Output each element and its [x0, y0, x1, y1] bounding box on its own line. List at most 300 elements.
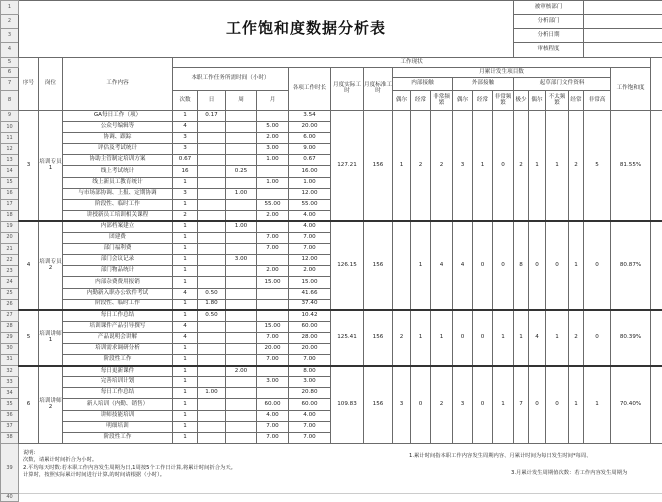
item-count-cell[interactable]: 0 — [493, 111, 514, 222]
day-cell[interactable] — [198, 399, 226, 410]
blank-cell[interactable] — [651, 111, 662, 222]
week-cell[interactable]: 1.00 — [226, 221, 257, 232]
count-cell[interactable]: 3 — [173, 188, 198, 199]
row-header[interactable]: 28 — [1, 321, 19, 332]
month-cell[interactable]: 20.00 — [257, 343, 289, 354]
count-cell[interactable]: 3 — [173, 133, 198, 144]
count-cell[interactable]: 1 — [173, 177, 198, 188]
week-cell[interactable] — [226, 122, 257, 133]
count-cell[interactable]: 1 — [173, 355, 198, 366]
row-header[interactable]: 6 — [1, 68, 19, 78]
header-week: 周 — [226, 91, 257, 111]
month-cell[interactable]: 3.00 — [257, 377, 289, 388]
saturation-cell[interactable]: 80.87% — [611, 221, 651, 310]
row-header[interactable]: 25 — [1, 288, 19, 299]
row-header[interactable]: 11 — [1, 133, 19, 144]
count-cell[interactable]: 1 — [173, 233, 198, 244]
row-header[interactable]: 8 — [1, 91, 19, 111]
count-cell[interactable]: 1 — [173, 366, 198, 377]
week-cell[interactable] — [226, 133, 257, 144]
duration-cell[interactable]: 3.00 — [289, 377, 331, 388]
duration-cell[interactable]: 20.00 — [289, 343, 331, 354]
duration-cell[interactable]: 12.00 — [289, 255, 331, 266]
item-count-cell[interactable]: 7 — [514, 366, 529, 444]
count-cell[interactable]: 1 — [173, 388, 198, 399]
month-cell[interactable]: 15.00 — [257, 321, 289, 332]
week-cell[interactable]: 1.00 — [226, 188, 257, 199]
saturation-cell[interactable]: 80.39% — [611, 310, 651, 365]
month-cell[interactable]: 2.00 — [257, 133, 289, 144]
row-header[interactable]: 3 — [1, 29, 19, 43]
row-header[interactable]: 13 — [1, 155, 19, 166]
month-cell[interactable]: 5.00 — [257, 122, 289, 133]
row-header[interactable]: 1 — [1, 1, 19, 15]
duration-cell[interactable]: 4.00 — [289, 210, 331, 221]
task-content[interactable]: 培训需求调研分析 — [63, 343, 173, 354]
row-header[interactable]: 32 — [1, 366, 19, 377]
duration-cell[interactable]: 55.00 — [289, 199, 331, 210]
row-header[interactable]: 40 — [1, 493, 19, 501]
count-cell[interactable]: 1 — [173, 266, 198, 277]
day-cell[interactable]: 0.17 — [198, 111, 226, 122]
task-content[interactable]: 与市场部协调、上报、定期协调 — [63, 188, 173, 199]
month-cell[interactable] — [257, 288, 289, 299]
task-content[interactable]: 阶段性、临时工作 — [63, 299, 173, 310]
duration-cell[interactable]: 7.00 — [289, 355, 331, 366]
count-cell[interactable]: 1 — [173, 221, 198, 232]
item-count-cell[interactable]: 8 — [514, 221, 529, 310]
item-count-cell[interactable]: 5 — [584, 111, 611, 222]
week-cell[interactable]: 3.00 — [226, 255, 257, 266]
day-cell[interactable] — [198, 122, 226, 133]
item-count-cell[interactable]: 4 — [453, 221, 473, 310]
month-cell[interactable]: 7.00 — [257, 432, 289, 443]
task-content[interactable]: GA每日工作（项） — [63, 111, 173, 122]
empty-cell[interactable] — [19, 493, 662, 501]
blank-cell[interactable] — [651, 310, 662, 365]
item-count-cell[interactable]: 2 — [411, 111, 431, 222]
month-cell[interactable] — [257, 188, 289, 199]
duration-cell[interactable]: 8.00 — [289, 366, 331, 377]
row-header[interactable]: 17 — [1, 199, 19, 210]
row-header[interactable]: 4 — [1, 43, 19, 58]
month-cell[interactable] — [257, 366, 289, 377]
row-header[interactable]: 22 — [1, 255, 19, 266]
actual-hours-cell[interactable]: 109.83 — [331, 366, 364, 444]
task-content[interactable]: 培训课件产品引导撰写 — [63, 321, 173, 332]
month-cell[interactable]: 7.00 — [257, 244, 289, 255]
position-cell[interactable]: 培训讲师2 — [39, 366, 63, 444]
week-cell[interactable] — [226, 310, 257, 321]
week-cell[interactable] — [226, 410, 257, 421]
day-cell[interactable] — [198, 188, 226, 199]
info-value-cell[interactable] — [584, 29, 662, 43]
week-cell[interactable] — [226, 355, 257, 366]
count-cell[interactable]: 1 — [173, 377, 198, 388]
count-cell[interactable]: 1 — [173, 432, 198, 443]
task-content[interactable]: 阶段性工作 — [63, 355, 173, 366]
row-header[interactable]: 37 — [1, 421, 19, 432]
item-count-cell[interactable]: 2 — [569, 111, 584, 222]
month-cell[interactable]: 3.00 — [257, 144, 289, 155]
seq-cell[interactable]: 6 — [19, 366, 39, 444]
day-cell[interactable] — [198, 332, 226, 343]
task-content[interactable]: 讲授新员工培训相关课程 — [63, 210, 173, 221]
month-cell[interactable]: 7.00 — [257, 421, 289, 432]
count-cell[interactable]: 1 — [173, 244, 198, 255]
position-cell[interactable]: 培训专员2 — [39, 221, 63, 310]
task-content[interactable]: 明细培训 — [63, 421, 173, 432]
item-count-cell[interactable]: 1 — [411, 221, 431, 310]
day-cell[interactable] — [198, 133, 226, 144]
item-count-cell[interactable]: 0 — [584, 310, 611, 365]
item-count-cell[interactable]: 2 — [514, 111, 529, 222]
week-cell[interactable] — [226, 332, 257, 343]
day-cell[interactable]: 0.50 — [198, 288, 226, 299]
day-cell[interactable] — [198, 366, 226, 377]
task-content[interactable]: 每日更新课件 — [63, 366, 173, 377]
count-cell[interactable]: 1 — [173, 111, 198, 122]
week-cell[interactable] — [226, 155, 257, 166]
month-cell[interactable] — [257, 388, 289, 399]
duration-cell[interactable]: 16.00 — [289, 166, 331, 177]
item-count-cell[interactable] — [393, 221, 411, 310]
item-count-cell[interactable]: 0 — [546, 221, 569, 310]
week-cell[interactable] — [226, 288, 257, 299]
day-cell[interactable] — [198, 221, 226, 232]
count-cell[interactable]: 1 — [173, 199, 198, 210]
week-cell[interactable] — [226, 210, 257, 221]
row-header[interactable]: 30 — [1, 343, 19, 354]
item-count-cell[interactable]: 1 — [473, 111, 493, 222]
duration-cell[interactable]: 4.00 — [289, 221, 331, 232]
week-cell[interactable] — [226, 277, 257, 288]
item-count-cell[interactable]: 0 — [529, 366, 546, 444]
task-content[interactable]: 新人培训（内勤、销售） — [63, 399, 173, 410]
week-cell[interactable] — [226, 388, 257, 399]
week-cell[interactable] — [226, 321, 257, 332]
duration-cell[interactable]: 37.40 — [289, 299, 331, 310]
standard-hours-cell[interactable]: 156 — [364, 310, 393, 365]
item-count-cell[interactable]: 0 — [473, 221, 493, 310]
item-count-cell[interactable]: 0 — [584, 221, 611, 310]
task-content[interactable]: 线上考试统计 — [63, 166, 173, 177]
row-header[interactable]: 12 — [1, 144, 19, 155]
item-count-cell[interactable]: 1 — [569, 366, 584, 444]
week-cell[interactable] — [226, 111, 257, 122]
day-cell[interactable] — [198, 432, 226, 443]
row-header[interactable]: 39 — [1, 443, 19, 493]
blank-cell[interactable] — [651, 366, 662, 444]
week-cell[interactable] — [226, 343, 257, 354]
day-cell[interactable] — [198, 177, 226, 188]
day-cell[interactable] — [198, 255, 226, 266]
row-header[interactable]: 18 — [1, 210, 19, 221]
count-cell[interactable]: 1 — [173, 343, 198, 354]
row-header[interactable]: 15 — [1, 177, 19, 188]
item-count-cell[interactable]: 1 — [431, 310, 453, 365]
month-cell[interactable]: 4.00 — [257, 410, 289, 421]
month-cell[interactable] — [257, 255, 289, 266]
row-header[interactable]: 7 — [1, 78, 19, 91]
row-header[interactable]: 34 — [1, 388, 19, 399]
day-cell[interactable] — [198, 244, 226, 255]
count-cell[interactable]: 4 — [173, 332, 198, 343]
day-cell[interactable] — [198, 155, 226, 166]
seq-cell[interactable]: 3 — [19, 111, 39, 222]
row-header[interactable]: 31 — [1, 355, 19, 366]
position-cell[interactable]: 培训专员1 — [39, 111, 63, 222]
month-cell[interactable] — [257, 111, 289, 122]
day-cell[interactable] — [198, 166, 226, 177]
saturation-cell[interactable]: 70.40% — [611, 366, 651, 444]
day-cell[interactable] — [198, 144, 226, 155]
month-cell[interactable]: 1.00 — [257, 155, 289, 166]
month-cell[interactable] — [257, 166, 289, 177]
row-header[interactable]: 35 — [1, 399, 19, 410]
week-cell[interactable]: 0.25 — [226, 166, 257, 177]
count-cell[interactable]: 1 — [173, 310, 198, 321]
duration-cell[interactable]: 6.00 — [289, 133, 331, 144]
week-cell[interactable] — [226, 377, 257, 388]
task-content[interactable]: 协调、跟踪 — [63, 133, 173, 144]
seq-cell[interactable]: 4 — [19, 221, 39, 310]
task-content[interactable]: 评估及考试统计 — [63, 144, 173, 155]
task-content[interactable]: 阶段性、临时工作 — [63, 199, 173, 210]
info-value-cell[interactable] — [584, 43, 662, 58]
week-cell[interactable] — [226, 199, 257, 210]
count-cell[interactable]: 1 — [173, 277, 198, 288]
item-count-cell[interactable]: 0 — [473, 310, 493, 365]
day-cell[interactable] — [198, 421, 226, 432]
duration-cell[interactable]: 10.42 — [289, 310, 331, 321]
week-cell[interactable] — [226, 244, 257, 255]
day-cell[interactable] — [198, 199, 226, 210]
actual-hours-cell[interactable]: 125.41 — [331, 310, 364, 365]
row-header[interactable]: 5 — [1, 58, 19, 68]
day-cell[interactable] — [198, 377, 226, 388]
duration-cell[interactable]: 7.00 — [289, 421, 331, 432]
task-content[interactable]: 每日工作总结 — [63, 310, 173, 321]
actual-hours-cell[interactable]: 126.15 — [331, 221, 364, 310]
row-header[interactable]: 29 — [1, 332, 19, 343]
row-header[interactable]: 24 — [1, 277, 19, 288]
duration-cell[interactable]: 41.66 — [289, 288, 331, 299]
count-cell[interactable]: 2 — [173, 210, 198, 221]
item-count-cell[interactable]: 2 — [431, 111, 453, 222]
count-cell[interactable]: 1 — [173, 421, 198, 432]
count-cell[interactable]: 4 — [173, 321, 198, 332]
item-count-cell[interactable]: 3 — [453, 111, 473, 222]
info-label: 分析日期 — [514, 29, 584, 43]
duration-cell[interactable]: 7.00 — [289, 432, 331, 443]
month-cell[interactable]: 2.00 — [257, 266, 289, 277]
count-cell[interactable]: 16 — [173, 166, 198, 177]
row-header[interactable]: 27 — [1, 310, 19, 321]
item-count-cell[interactable]: 1 — [546, 111, 569, 222]
day-cell[interactable] — [198, 343, 226, 354]
row-header[interactable]: 14 — [1, 166, 19, 177]
task-content[interactable]: 部门福利费 — [63, 244, 173, 255]
blank-cell[interactable] — [651, 58, 662, 111]
week-cell[interactable] — [226, 177, 257, 188]
row-header[interactable]: 9 — [1, 111, 19, 122]
header-count: 次数 — [173, 91, 198, 111]
item-count-cell[interactable]: 0 — [411, 366, 431, 444]
row-header[interactable]: 21 — [1, 244, 19, 255]
item-count-cell[interactable]: 1 — [393, 111, 411, 222]
month-cell[interactable] — [257, 299, 289, 310]
month-cell[interactable] — [257, 221, 289, 232]
count-cell[interactable]: 1 — [173, 399, 198, 410]
item-count-cell[interactable]: 1 — [514, 310, 529, 365]
item-count-cell[interactable]: 1 — [411, 310, 431, 365]
month-cell[interactable]: 15.00 — [257, 277, 289, 288]
row-header[interactable]: 10 — [1, 122, 19, 133]
day-cell[interactable] — [198, 233, 226, 244]
standard-hours-cell[interactable]: 156 — [364, 111, 393, 222]
month-cell[interactable]: 7.00 — [257, 332, 289, 343]
item-count-cell[interactable]: 1 — [529, 111, 546, 222]
info-value-cell[interactable] — [584, 1, 662, 15]
info-value-cell[interactable] — [584, 15, 662, 29]
duration-cell[interactable]: 20.80 — [289, 388, 331, 399]
week-cell[interactable] — [226, 233, 257, 244]
day-cell[interactable] — [198, 321, 226, 332]
day-cell[interactable]: 0.50 — [198, 310, 226, 321]
count-cell[interactable]: 4 — [173, 122, 198, 133]
standard-hours-cell[interactable]: 156 — [364, 221, 393, 310]
task-content[interactable]: 内部档案建立 — [63, 221, 173, 232]
item-count-cell[interactable]: 2 — [569, 310, 584, 365]
item-count-cell[interactable]: 0 — [453, 310, 473, 365]
duration-cell[interactable]: 0.67 — [289, 155, 331, 166]
header-status: 工作现状 — [173, 58, 651, 68]
count-cell[interactable]: 0.67 — [173, 155, 198, 166]
item-count-cell[interactable]: 1 — [493, 366, 514, 444]
week-cell[interactable] — [226, 266, 257, 277]
row-header[interactable]: 20 — [1, 233, 19, 244]
week-cell[interactable] — [226, 432, 257, 443]
task-content[interactable]: 团建费 — [63, 233, 173, 244]
duration-cell[interactable]: 28.00 — [289, 332, 331, 343]
item-count-cell[interactable]: 2 — [393, 310, 411, 365]
item-count-cell[interactable]: 0 — [493, 221, 514, 310]
duration-cell[interactable]: 3.54 — [289, 111, 331, 122]
standard-hours-cell[interactable]: 156 — [364, 366, 393, 444]
duration-cell[interactable]: 12.00 — [289, 188, 331, 199]
duration-cell[interactable]: 15.00 — [289, 277, 331, 288]
actual-hours-cell[interactable]: 127.21 — [331, 111, 364, 222]
duration-cell[interactable]: 7.00 — [289, 244, 331, 255]
month-cell[interactable]: 7.00 — [257, 233, 289, 244]
day-cell[interactable] — [198, 355, 226, 366]
month-cell[interactable]: 7.00 — [257, 355, 289, 366]
task-content[interactable]: 公众号编辑等 — [63, 122, 173, 133]
day-cell[interactable] — [198, 410, 226, 421]
count-cell[interactable]: 1 — [173, 410, 198, 421]
month-cell[interactable]: 2.00 — [257, 210, 289, 221]
duration-cell[interactable]: 1.00 — [289, 177, 331, 188]
day-cell[interactable] — [198, 210, 226, 221]
count-cell[interactable]: 1 — [173, 299, 198, 310]
week-cell[interactable] — [226, 299, 257, 310]
row-header[interactable]: 38 — [1, 432, 19, 443]
duration-cell[interactable]: 20.00 — [289, 122, 331, 133]
week-cell[interactable] — [226, 144, 257, 155]
task-content[interactable]: 内部杂费费用报销 — [63, 277, 173, 288]
task-content[interactable]: 讲师技能培训 — [63, 410, 173, 421]
row-header[interactable]: 16 — [1, 188, 19, 199]
item-count-cell[interactable]: 0 — [473, 366, 493, 444]
task-content[interactable]: 部门物品统计 — [63, 266, 173, 277]
duration-cell[interactable]: 4.00 — [289, 410, 331, 421]
month-cell[interactable]: 55.00 — [257, 199, 289, 210]
week-cell[interactable]: 2.00 — [226, 366, 257, 377]
row-header[interactable]: 26 — [1, 299, 19, 310]
item-count-cell[interactable]: 1 — [569, 221, 584, 310]
task-content[interactable]: 每日工作总结 — [63, 388, 173, 399]
task-content[interactable]: 协助主管制定培训方案 — [63, 155, 173, 166]
row-header[interactable]: 19 — [1, 221, 19, 232]
note-right-2: 3.月累计发生周期值次数：若工作内容发生周期为 — [511, 471, 627, 477]
item-count-cell[interactable]: 4 — [431, 221, 453, 310]
saturation-cell[interactable]: 81.55% — [611, 111, 651, 222]
item-count-cell[interactable]: 1 — [493, 310, 514, 365]
count-cell[interactable]: 3 — [173, 144, 198, 155]
duration-cell[interactable]: 60.00 — [289, 399, 331, 410]
task-content[interactable]: 产品说明会讲解 — [63, 332, 173, 343]
position-cell[interactable]: 培训讲师1 — [39, 310, 63, 365]
duration-cell[interactable]: 60.00 — [289, 321, 331, 332]
day-cell[interactable] — [198, 277, 226, 288]
item-count-cell[interactable]: 3 — [453, 366, 473, 444]
notes-cell[interactable] — [19, 443, 662, 493]
day-cell[interactable]: 1.80 — [198, 299, 226, 310]
day-cell[interactable]: 1.00 — [198, 388, 226, 399]
item-count-cell[interactable]: 1 — [546, 310, 569, 365]
item-count-cell[interactable]: 0 — [546, 366, 569, 444]
week-cell[interactable] — [226, 399, 257, 410]
item-count-cell[interactable]: 1 — [584, 366, 611, 444]
seq-cell[interactable]: 5 — [19, 310, 39, 365]
blank-cell[interactable] — [651, 221, 662, 310]
row-header[interactable]: 23 — [1, 266, 19, 277]
duration-cell[interactable]: 2.00 — [289, 266, 331, 277]
item-count-cell[interactable]: 2 — [431, 366, 453, 444]
task-content[interactable]: 阶段性工作 — [63, 432, 173, 443]
task-content[interactable]: 内勤新入职办公软件考试 — [63, 288, 173, 299]
task-content[interactable]: 部门会议记录 — [63, 255, 173, 266]
row-header[interactable]: 33 — [1, 377, 19, 388]
item-count-cell[interactable]: 0 — [529, 221, 546, 310]
day-cell[interactable] — [198, 266, 226, 277]
month-cell[interactable] — [257, 310, 289, 321]
month-cell[interactable]: 60.00 — [257, 399, 289, 410]
count-cell[interactable]: 4 — [173, 288, 198, 299]
row-header[interactable]: 36 — [1, 410, 19, 421]
task-content[interactable]: 完善培训计划 — [63, 377, 173, 388]
item-count-cell[interactable]: 3 — [393, 366, 411, 444]
week-cell[interactable] — [226, 421, 257, 432]
item-count-cell[interactable]: 4 — [529, 310, 546, 365]
duration-cell[interactable]: 9.00 — [289, 144, 331, 155]
duration-cell[interactable]: 7.00 — [289, 233, 331, 244]
month-cell[interactable]: 1.00 — [257, 177, 289, 188]
row-header[interactable]: 2 — [1, 15, 19, 29]
count-cell[interactable]: 1 — [173, 255, 198, 266]
task-content[interactable]: 线上新员工教育统计 — [63, 177, 173, 188]
